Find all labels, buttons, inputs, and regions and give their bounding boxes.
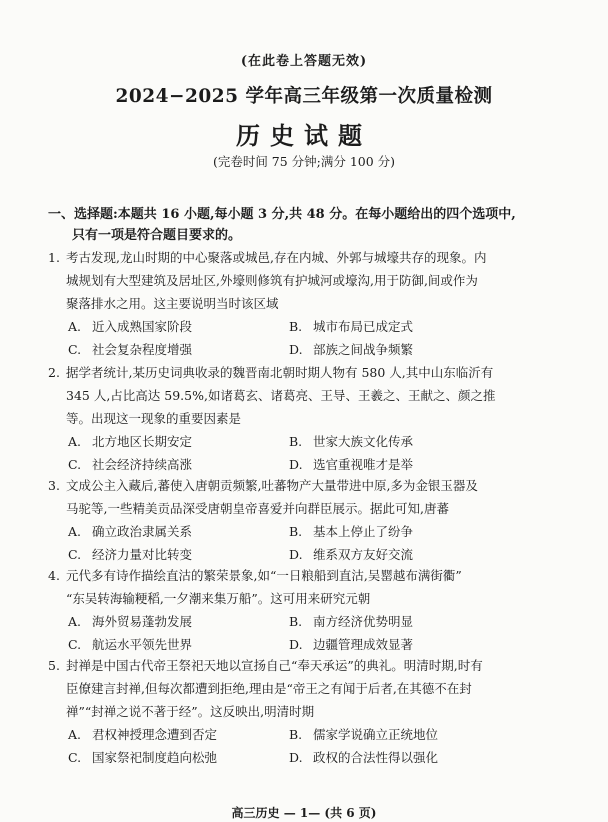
option-letter: D. (289, 457, 303, 472)
question-stem-line: 禅”“封禅之说不著于经”。这反映出,明清时期 (66, 704, 315, 719)
question-stem-line: 马驼等,一些精美贡品深受唐朝皇帝喜爱并向群臣展示。据此可知,唐蕃 (66, 501, 449, 516)
answer-notice: (在此卷上答题无效) (240, 54, 368, 69)
option-text: 世家大族文化传承 (313, 434, 414, 449)
question-stem-line (48, 654, 576, 677)
section-instructions (48, 204, 576, 246)
option-text: 城市布局已成定式 (313, 319, 414, 334)
question-stem-text: 文成公主入藏后,蕃使入唐朝贡频繁,吐蕃物产大量带进中原,多为金银玉器及 (66, 478, 478, 493)
question-number: 2. (48, 365, 60, 380)
question-stem-line: 臣僚建言封禅,但每次都遭到拒绝,理由是“帝王之有闻于后者,在其德不在封 (66, 681, 472, 696)
option-letter: B. (289, 319, 303, 334)
option-a[interactable] (68, 430, 192, 453)
option-letter: C. (68, 750, 82, 765)
question-stem-line (48, 361, 576, 384)
option-a[interactable] (68, 723, 217, 746)
options (48, 610, 576, 656)
option-b[interactable] (289, 723, 438, 746)
option-d[interactable] (289, 338, 413, 361)
option-letter: B. (289, 614, 303, 629)
question-stem-line (48, 474, 576, 497)
option-text: 海外贸易蓬勃发展 (92, 614, 193, 629)
option-letter: A. (68, 727, 82, 742)
option-letter: C. (68, 457, 82, 472)
option-c[interactable] (68, 338, 192, 361)
option-text: 边疆管理成效显著 (313, 637, 414, 652)
options (48, 520, 576, 566)
option-letter: D. (289, 342, 303, 357)
question-stem-line: “东吴转海输粳稻,一夕潮来集万船”。这可用来研究元朝 (66, 591, 371, 606)
option-d[interactable] (289, 453, 413, 476)
question-stem-text: 元代多有诗作描绘直沽的繁荣景象,如“一日粮船到直沽,吴罂越布满街衢” (66, 568, 462, 583)
option-letter: A. (68, 524, 82, 539)
option-letter: A. (68, 319, 82, 334)
option-letter: C. (68, 637, 82, 652)
question-stem-line (48, 246, 576, 269)
option-text: 社会复杂程度增强 (92, 342, 193, 357)
options (48, 430, 576, 476)
option-letter: C. (68, 342, 82, 357)
option-text: 君权神授理念遭到否定 (92, 727, 218, 742)
question-stem-text: 封禅是中国古代帝王祭祀天地以宣扬自己“奉天承运”的典礼。明清时期,时有 (66, 658, 483, 673)
option-a[interactable] (68, 520, 192, 543)
question-3 (48, 474, 576, 566)
option-text: 社会经济持续高涨 (92, 457, 193, 472)
exam-meta: (完卷时间 75 分钟;满分 100 分) (212, 154, 396, 169)
option-a[interactable] (68, 610, 192, 633)
question-4 (48, 564, 576, 656)
question-stem-line: 等。出现这一现象的重要因素是 (66, 411, 242, 426)
option-text: 部族之间战争频繁 (313, 342, 414, 357)
option-d[interactable] (289, 633, 413, 656)
question-number: 5. (48, 658, 60, 673)
option-text: 维系双方友好交流 (313, 547, 414, 562)
option-letter: D. (289, 750, 303, 765)
option-text: 基本上停止了纷争 (313, 524, 414, 539)
option-letter: B. (289, 434, 303, 449)
option-c[interactable] (68, 746, 217, 769)
option-text: 确立政治隶属关系 (92, 524, 193, 539)
page-footer: 高三历史 — 1— (共 6 页) (231, 806, 377, 820)
option-a[interactable] (68, 315, 192, 338)
option-text: 国家祭祀制度趋向松弛 (92, 750, 218, 765)
option-text: 近入成熟国家阶段 (92, 319, 193, 334)
option-text: 政权的合法性得以强化 (313, 750, 439, 765)
option-letter: A. (68, 434, 82, 449)
option-letter: A. (68, 614, 82, 629)
option-letter: D. (289, 637, 303, 652)
option-text: 儒家学说确立正统地位 (313, 727, 439, 742)
option-letter: B. (289, 524, 303, 539)
question-5 (48, 654, 576, 769)
section-line-2: 只有一项是符合题目要求的。 (72, 228, 242, 243)
question-stem-line: 城规划有大型建筑及居址区,外壕则修筑有护城河或壕沟,用于防御,间或作为 (66, 273, 478, 288)
question-stem-line (48, 564, 576, 587)
question-2 (48, 361, 576, 476)
option-text: 经济力量对比转变 (92, 547, 193, 562)
question-number: 3. (48, 478, 60, 493)
question-stem-line: 聚落排水之用。这主要说明当时该区域 (66, 296, 279, 311)
option-text: 南方经济优势明显 (313, 614, 414, 629)
options (48, 723, 576, 769)
exam-title: 2024−2025 学年高三年级第一次质量检测 (115, 86, 493, 107)
option-b[interactable] (289, 610, 413, 633)
subject-title: 历史试题 (236, 121, 372, 150)
option-c[interactable] (68, 453, 192, 476)
question-number: 1. (48, 250, 60, 265)
options (48, 315, 576, 361)
option-letter: B. (289, 727, 303, 742)
option-letter: C. (68, 547, 82, 562)
section-line-1: 一、选择题:本题共 16 小题,每小题 3 分,共 48 分。在每小题给出的四个选项中, (48, 207, 516, 222)
option-text: 北方地区长期安定 (92, 434, 193, 449)
question-1 (48, 246, 576, 361)
option-b[interactable] (289, 520, 413, 543)
question-stem-line: 345 人,占比高达 59.5%,如诸葛玄、诸葛亮、王导、王羲之、王献之、颜之推 (66, 388, 496, 403)
option-text: 选官重视唯才是举 (313, 457, 414, 472)
option-d[interactable] (289, 746, 438, 769)
question-stem-text: 考古发现,龙山时期的中心聚落或城邑,存在内城、外郭与城壕共存的现象。内 (66, 250, 487, 265)
question-number: 4. (48, 568, 60, 583)
option-text: 航运水平领先世界 (92, 637, 193, 652)
option-letter: D. (289, 547, 303, 562)
option-c[interactable] (68, 633, 192, 656)
option-d[interactable] (289, 543, 413, 566)
question-stem-text: 据学者统计,某历史词典收录的魏晋南北朝时期人物有 580 人,其中山东临沂有 (66, 365, 494, 380)
option-c[interactable] (68, 543, 192, 566)
option-b[interactable] (289, 315, 413, 338)
option-b[interactable] (289, 430, 413, 453)
